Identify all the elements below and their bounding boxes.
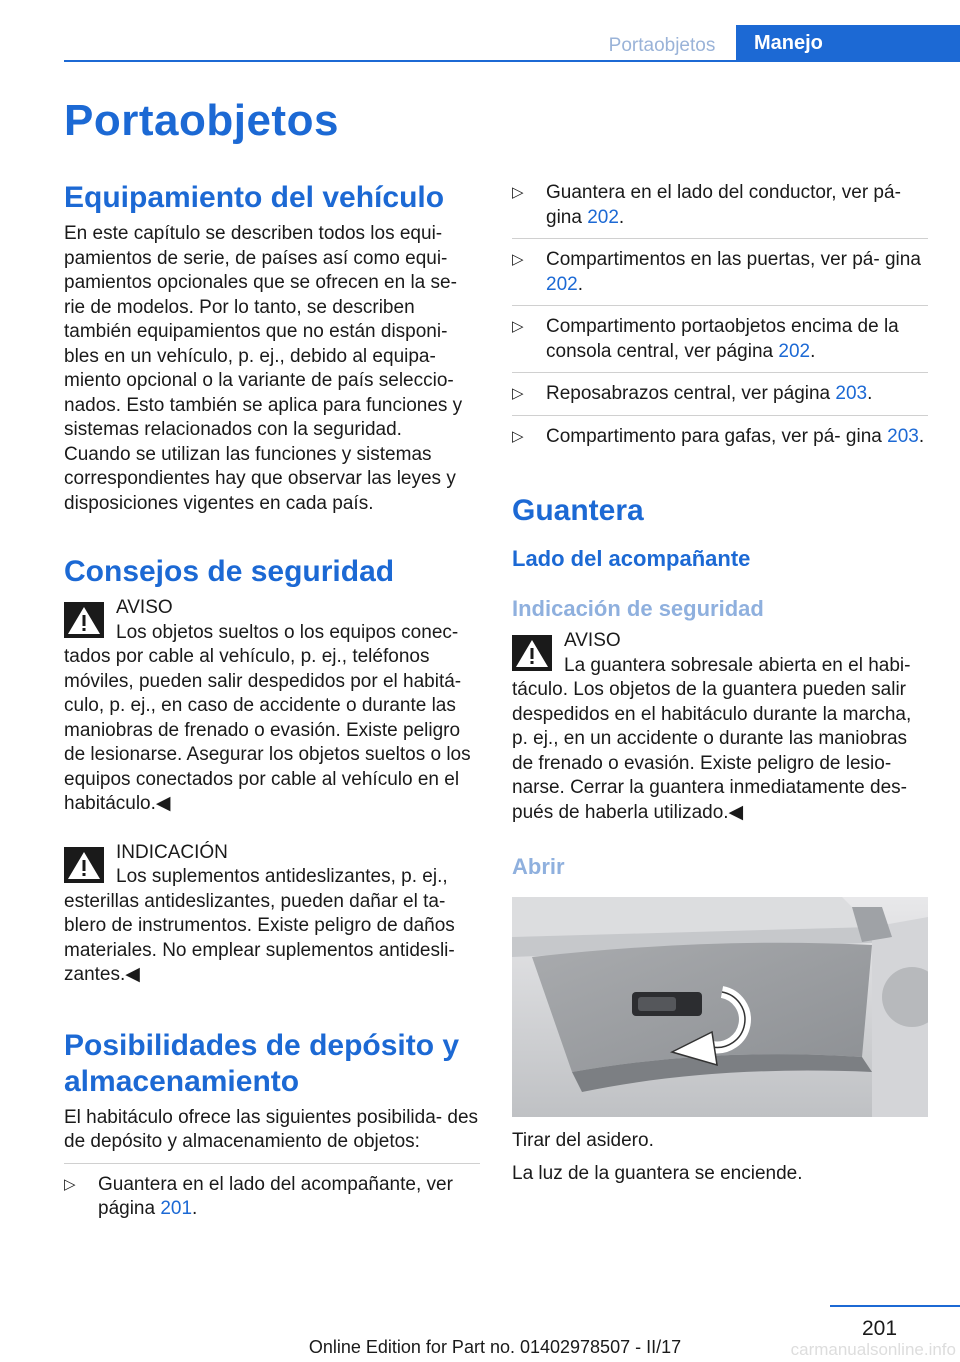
header-chapter-tab[interactable]: Manejo: [736, 25, 960, 61]
list-divider: [64, 1163, 480, 1164]
warning-label: AVISO: [116, 597, 173, 618]
page-link[interactable]: 202: [778, 340, 811, 362]
safety-heading: Consejos de seguridad: [64, 555, 395, 588]
glovebox-photo: [512, 897, 928, 1117]
list-item: ▷ Compartimento portaobjetos encima de la consola central, ver página 202.: [512, 316, 899, 362]
warning-triangle-icon: [64, 602, 104, 638]
notice-body: esterillas antideslizantes, pueden dañar el ta- blero de instrumentos. Existe peligro de daños materiales. No emplear suplementos antidesli- zantes.◀: [64, 890, 455, 985]
warning-first-line: La guantera sobresale abierta en el habi-: [564, 654, 911, 676]
list-divider: [512, 305, 928, 306]
passenger-side-heading: Lado del acompañante: [512, 546, 751, 571]
safety-note-heading: Indicación de seguridad: [512, 596, 764, 621]
warning-triangle-icon: [64, 847, 104, 883]
triangle-bullet-icon: ▷: [512, 427, 524, 445]
header-section: Portaobjetos: [608, 35, 716, 56]
storage-paragraph: El habitáculo ofrece las siguientes posibilida- des de depósito y almacenamiento de objetos:: [64, 1106, 479, 1152]
warning-first-line: Los objetos sueltos o los equipos conec-: [116, 621, 459, 643]
warning-label: AVISO: [564, 630, 621, 651]
list-item-text: Guantera en el lado del acompañante, ver página: [98, 1173, 453, 1219]
warning-triangle-icon: [512, 635, 552, 671]
list-item: ▷ Reposabrazos central, ver página 203.: [512, 382, 928, 407]
glovebox-illustration: [512, 897, 928, 1117]
storage-list-continued: [512, 181, 928, 449]
list-divider: [512, 238, 928, 239]
header-rule: [64, 60, 960, 62]
list-item: ▷ Guantera en el lado del acompañante, ver página 201.: [64, 1173, 453, 1219]
page-number: 201: [862, 1317, 898, 1340]
glovebox-warning-box: [512, 629, 928, 825]
notice-label: INDICACIÓN: [116, 841, 228, 863]
page-link[interactable]: 203: [887, 425, 919, 447]
triangle-bullet-icon: ▷: [512, 318, 524, 335]
equipment-paragraph-2: Cuando se utilizan las funciones y sistemas correspondientes hay que observar las leyes y disposiciones vigentes en cada país.: [64, 443, 456, 514]
list-item: ▷ Compartimento para gafas, ver pá- gina 203.: [512, 425, 928, 450]
page-link[interactable]: 202: [587, 206, 619, 228]
warning-body: táculo. Los objetos de la guantera pueden salir despedidos en el habitáculo durante la marcha, p. ej., en un accidente o durante las maniobras de frenado o evasión. Existe peligro de lesio- narse. Cerrar la guantera inmediatamente des- pués de haberla utilizado.◀: [512, 679, 912, 823]
list-item: ▷ Guantera en el lado del conductor, ver pá- gina 202.: [512, 182, 901, 228]
warning-box: [64, 596, 480, 817]
storage-list: [64, 1173, 480, 1222]
page-number-rule: [830, 1305, 960, 1307]
equipment-paragraph-1: En este capítulo se describen todos los equi- pamientos de serie, de países así como equi- pamientos opcionales que se ofrecen en la se- rie de modelos. Por lo tanto, se describen también equipamientos que no están disponi- bles en un vehículo, p. ej., debido al equipa- miento opcional o la variante de país seleccio- nados. Esto también se aplica para funciones y sistemas relacionados con la seguridad.: [64, 223, 463, 440]
left-column: [64, 180, 480, 1222]
right-column: [512, 181, 928, 1186]
triangle-bullet-icon: ▷: [512, 385, 524, 402]
list-item-text: Compartimento para gafas, ver pá- gina: [546, 425, 882, 447]
glovebox-heading: Guantera: [512, 494, 644, 527]
equipment-heading: Equipamiento del vehículo: [64, 181, 445, 214]
open-heading: Abrir: [512, 854, 565, 879]
list-item-text: Compartimentos en las puertas, ver pá- gina: [546, 249, 921, 270]
page-link[interactable]: 202: [546, 273, 578, 295]
notice-box: [64, 841, 480, 988]
list-divider: [512, 415, 928, 416]
list-item: ▷ Compartimentos en las puertas, ver pá- gina 202.: [512, 249, 921, 295]
warning-body: tados por cable al vehículo, p. ej., teléfonos móviles, pueden salir despedidos por el habitá- culo, p. ej., en caso de accidente o durante las maniobras de frenado o evasión. Existe peligro de lesionarse. Asegurar los objetos sueltos o los equipos conectados por cable al vehículo en el habitáculo.◀: [64, 646, 471, 814]
list-item-text: Compartimento portaobjetos encima de la consola central, ver página: [546, 316, 899, 362]
triangle-bullet-icon: ▷: [512, 251, 524, 268]
list-divider: [512, 372, 928, 373]
list-item-text: Reposabrazos central, ver página: [546, 383, 831, 404]
page-link[interactable]: 201: [160, 1198, 193, 1219]
pull-handle-text: Tirar del asidero.: [512, 1130, 654, 1151]
list-item-text: Guantera en el lado del conductor, ver pá- gina: [546, 182, 901, 228]
triangle-bullet-icon: ▷: [64, 1175, 76, 1193]
triangle-bullet-icon: ▷: [512, 184, 524, 201]
notice-first-line: Los suplementos antideslizantes, p. ej.,: [116, 866, 448, 887]
page-link[interactable]: 203: [835, 383, 868, 404]
page-title: Portaobjetos: [64, 96, 339, 145]
watermark: carmanualsonline.info: [790, 1340, 956, 1359]
edition-footer: Online Edition for Part no. 01402978507 - II/17: [308, 1337, 682, 1357]
storage-heading: Posibilidades de depósito y almacenamiento: [64, 1028, 460, 1098]
light-on-text: La luz de la guantera se enciende.: [512, 1162, 803, 1184]
